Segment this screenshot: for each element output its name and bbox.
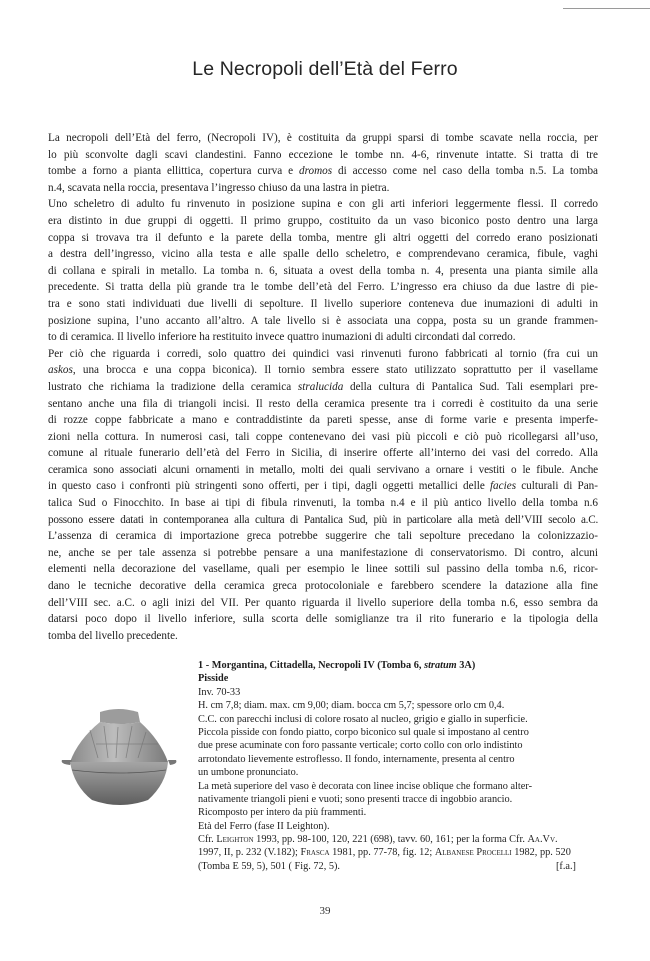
entry-line: Piccola pisside con fondo piatto, corpo biconico sul quale si impostano al centro bbox=[198, 726, 529, 738]
italic-term: stratum bbox=[424, 660, 457, 671]
text-line: possono essere datati in contemporanea alla cultura di Pantalica Sud, più in particolare alla metà dell’VIII secolo a.C. bbox=[48, 513, 598, 526]
text-span: di accesso come nel caso della tomba n.5. La tomba bbox=[332, 165, 598, 178]
entry-heading bbox=[198, 659, 576, 672]
text-line: talica Sud o Finocchito. In base ai tipi di fibula rinvenuti, la tomba n.4 e il più antico livello della tomba n.6 bbox=[48, 497, 598, 510]
text-span: in questo caso i confronti più stringenti sono offerti, per i tipi, dagli oggetti metallici delle bbox=[48, 480, 485, 493]
entry-line: C.C. con parecchi inclusi di colore rosato al nucleo, grigio e giallo in superficie. bbox=[198, 713, 528, 725]
entry-line: La metà superiore del vaso è decorata con linee incise oblique che formano alter- bbox=[198, 780, 533, 792]
italic-term: dromos bbox=[298, 165, 333, 178]
ref-text: 1997, II, p. 232 (V.182); bbox=[198, 847, 301, 859]
text-line: di rozze coppe fabbricate a mano e contraddistinte da pareti spesse, anse di forme varie e presenta imperfe- bbox=[48, 414, 598, 427]
text-line bbox=[48, 163, 598, 180]
ref-author: Albanese Procelli bbox=[434, 847, 512, 859]
ref-author: Aa.Vv. bbox=[527, 834, 558, 846]
pot-neck bbox=[100, 709, 140, 724]
text-line: dell’VIII sec. a.C. o agli inizi del VII. Per quanto riguarda il livello superiore della tomba n.6, esso sembra da bbox=[48, 596, 598, 609]
entry-heading-text: 1 - Morgantina, Cittadella, Necropoli IV (Tomba 6, bbox=[198, 660, 425, 671]
entry-heading-text: 3A) bbox=[456, 660, 476, 671]
entry-line: nativamente triangoli pieni e vuoti; sono presenti tracce di ingobbio arancio. bbox=[198, 793, 513, 805]
text-span: tombe a forno a pianta ellittica, copertura curva e bbox=[48, 165, 294, 178]
text-line: ne, anche se per tale assenza si potrebbe pensare a una manifestazione di conservatorismo. Di contro, alcuni bbox=[48, 546, 598, 559]
text-line: Per ciò che riguarda i corredi, solo quattro dei quindici vasi rinvenuti furono fabbricati al tornio (fra cui un bbox=[48, 347, 598, 360]
bibliography-line bbox=[198, 833, 576, 846]
text-line: zioni nella cottura. In numerosi casi, tali coppe contenevano dei vasi più piccoli e ciò può ricollegarsi all’uso, bbox=[48, 430, 598, 443]
text-line: n.4, scavata nella roccia, presentava l’ingresso chiuso da una lastra in pietra. bbox=[48, 181, 390, 194]
pot-lower-body bbox=[70, 762, 168, 805]
text-line bbox=[48, 362, 598, 379]
text-line: to di ceramica. Il livello inferiore ha restituito invece quattro inumazioni di adulti circondati dal corredo. bbox=[48, 331, 516, 344]
text-line: comune al rituale funerario dell’età del Ferro in Sicilia, di inserire offerte all’interno dei vasi del corredo. Alla bbox=[48, 447, 598, 460]
page-number: 39 bbox=[319, 905, 331, 917]
entry-line: Ricomposto per intero da più frammenti. bbox=[198, 807, 367, 819]
ref-text: Cfr. bbox=[198, 834, 217, 846]
text-span: culturali di Pan- bbox=[516, 480, 598, 493]
text-line bbox=[48, 478, 598, 495]
italic-term: stralucida bbox=[297, 380, 344, 393]
top-rule bbox=[563, 8, 650, 9]
author-initials: [f.a.] bbox=[555, 860, 576, 872]
text-line: precedente. Si tratta della più grande tra le tombe dell’età del Ferro. L’ingresso era chiuso da due lastre di pie- bbox=[48, 281, 598, 294]
text-line: coppa si trovava tra il defunto e la parete della tomba, mentre gli altri oggetti del corredo erano posizionati bbox=[48, 231, 598, 244]
ref-text: (Tomba E 59, 5), 501 ( Fig. 72, 5). bbox=[198, 860, 340, 872]
body-text bbox=[48, 130, 598, 644]
ref-text: 1982, pp. 520 bbox=[511, 847, 571, 859]
text-line: posizione supina, l’uno accanto all’altro. A tale livello si è associata una coppa, posta su un grande frammen- bbox=[48, 314, 598, 327]
bibliography-line bbox=[198, 860, 576, 873]
bibliography-line bbox=[198, 846, 576, 859]
entry-line: due prese acuminate con foro passante verticale; corto collo con orlo indistinto bbox=[198, 740, 523, 752]
text-line: a destra dell’ingresso, vicino alla testa e alle spalle dello scheletro, e comprendevano ceramica, fibule, vaghi bbox=[48, 248, 598, 261]
text-line: sentano anche una fila di triangoli incisi. Il resto della ceramica presente tra i corredi è costituito da una serie bbox=[48, 397, 598, 410]
text-line: tomba del livello precedente. bbox=[48, 629, 178, 642]
text-line bbox=[48, 379, 598, 396]
entry-inventory: Inv. 70-33 bbox=[198, 686, 241, 698]
ref-author: Leighton bbox=[216, 834, 254, 846]
ref-text: 1993, pp. 98-100, 120, 221 (698), tavv. 60, 161; per la forma Cfr. bbox=[253, 834, 528, 846]
italic-term: facies bbox=[489, 480, 517, 493]
ref-author: Frasca bbox=[300, 847, 330, 859]
text-span: , una brocca e una coppa biconica). Il tornio sembra essere stato utilizzato soprattutto per il vasellame bbox=[72, 364, 598, 377]
italic-term: askos bbox=[48, 364, 73, 377]
text-line: datarsi poco dopo il livello inferiore, sulla scorta delle somiglianze tra il rito funerario e la tipologia della bbox=[48, 613, 598, 626]
ref-text: 1981, pp. 77-78, fig. 12; bbox=[329, 847, 435, 859]
pot-upper-body bbox=[70, 722, 168, 762]
text-line: ceramica sono associati alcuni ornamenti in metallo, molti dei quali servivano a ornare i vestiti o le fibule. Anche bbox=[48, 463, 598, 476]
entry-line: H. cm 7,8; diam. max. cm 9,00; diam. bocca cm 5,7; spessore orlo cm 0,4. bbox=[198, 700, 505, 712]
entry-object: Pisside bbox=[198, 673, 229, 685]
text-line: tra e sono stati individuati due livelli di sepolture. Il livello superiore conteneva due inumazioni di adulti in bbox=[48, 297, 598, 310]
text-line: dano le tecniche decorative della ceramica greca protocoloniale e farebbero scendere la datazione alla fine bbox=[48, 580, 598, 593]
text-line: di collana e spirali in metallo. La tomba n. 6, situata a ovest della tomba n. 4, presenta una pianta simile alla bbox=[48, 264, 598, 277]
pyxis-photo bbox=[60, 700, 178, 828]
pyxis-image bbox=[60, 700, 178, 828]
page-title: Le Necropoli dell’Età del Ferro bbox=[192, 58, 458, 80]
text-line: La necropoli dell’Età del ferro, (Necropoli IV), è costituita da gruppi sparsi di tombe scavate nella roccia, per bbox=[48, 132, 598, 144]
text-span: lustrato che richiama la tradizione della ceramica bbox=[48, 380, 292, 393]
text-line: Uno scheletro di adulto fu rinvenuto in posizione supina e con gli arti inferiori leggermente flessi. Il corredo bbox=[48, 198, 598, 211]
entry-line: Età del Ferro (fase II Leighton). bbox=[198, 820, 330, 832]
text-line: L’assenza di ceramica di importazione greca potrebbe suggerire che tali sepolture precedano la colonizzazio- bbox=[48, 530, 598, 543]
catalog-entry bbox=[198, 659, 576, 873]
text-line: era distinto in due gruppi di oggetti. Il primo gruppo, costituito da un vaso biconico posto dentro una larga bbox=[48, 214, 598, 227]
text-line: elementi nella decorazione del vasellame, quali per esempio le linee sottili sul passino della tomba n.6, ricor- bbox=[48, 563, 598, 576]
entry-line: un umbone pronunciato. bbox=[198, 767, 299, 779]
text-line: lo più sconvolte dagli scavi clandestini. Fanno eccezione le tombe nn. 4-6, rinvenute intatte. Si tratta di tre bbox=[48, 148, 598, 161]
text-span: della cultura di Pantalica Sud. Tali esemplari pre- bbox=[343, 380, 598, 393]
entry-line: arrotondato lievemente estroflesso. Il fondo, internamente, presenta al centro bbox=[198, 753, 515, 765]
